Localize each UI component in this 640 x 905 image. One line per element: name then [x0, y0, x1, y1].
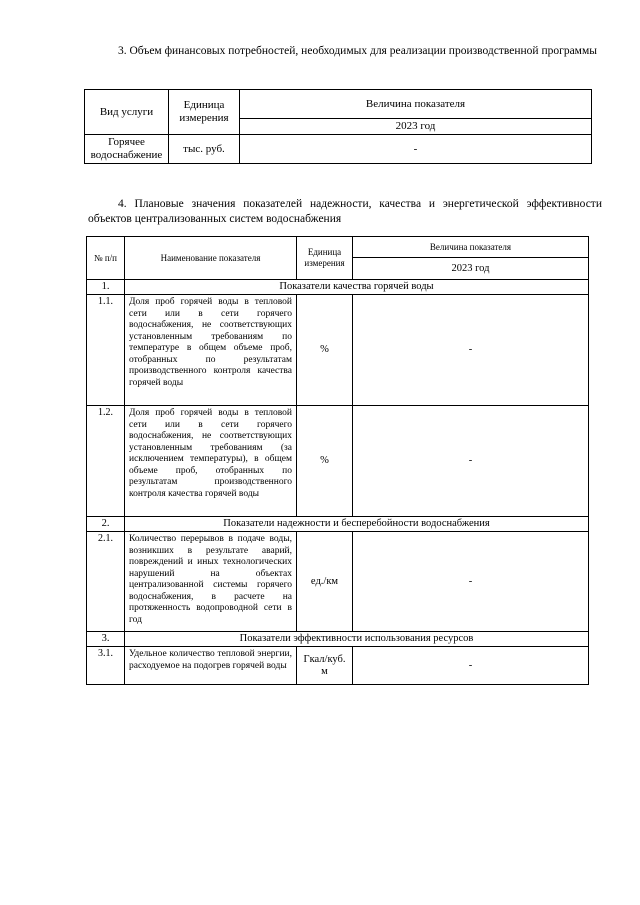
group-num: 3. — [87, 632, 125, 647]
cell-service: Горячее водоснабжение — [85, 135, 169, 164]
row-value: - — [353, 406, 589, 517]
header-unit: Единица измерения — [169, 90, 240, 135]
cell-unit: тыс. руб. — [169, 135, 240, 164]
table-row — [87, 647, 589, 685]
row-value: - — [353, 647, 589, 685]
row-name: Количество перерывов в подаче воды, возникших в результате аварий, повреждений и иных технологических нарушений на объектах централизованной системы горячего водоснабжения, в расчете на протяженность водопроводной сети в год — [125, 532, 297, 632]
row-num: 1.2. — [87, 406, 125, 517]
group-num: 1. — [87, 280, 125, 295]
table-row — [87, 295, 589, 406]
row-unit: % — [297, 295, 353, 406]
header-year: 2023 год — [353, 258, 589, 280]
group-title: Показатели эффективности использования ресурсов — [125, 632, 589, 647]
row-name: Доля проб горячей воды в тепловой сети или в сети горячего водоснабжения, не соответствующих установленным требованиям по температуре в общем объеме проб, отобранных по результатам производственного контроля качества горячей воды — [125, 295, 297, 406]
header-service: Вид услуги — [85, 90, 169, 135]
financial-needs-table — [84, 89, 592, 164]
group-title: Показатели качества горячей воды — [125, 280, 589, 295]
row-num: 3.1. — [87, 647, 125, 685]
section-3-heading: 3. Объем финансовых потребностей, необходимых для реализации производственной программы — [118, 45, 597, 57]
row-value: - — [353, 532, 589, 632]
indicators-table — [86, 236, 589, 685]
section-4-heading: 4. Плановые значения показателей надежности, качества и энергетической эффективности объектов централизованных систем водоснабжения — [88, 198, 602, 225]
header-num: № п/п — [87, 237, 125, 280]
row-name: Удельное количество тепловой энергии, расходуемое на подогрев горячей воды — [125, 647, 297, 685]
row-num: 2.1. — [87, 532, 125, 632]
row-unit: % — [297, 406, 353, 517]
row-num: 1.1. — [87, 295, 125, 406]
table-row — [87, 532, 589, 632]
table-row — [87, 406, 589, 517]
header-unit: Единица измерения — [297, 237, 353, 280]
row-unit: ед./км — [297, 532, 353, 632]
group-row — [87, 517, 589, 532]
group-num: 2. — [87, 517, 125, 532]
header-name: Наименование показателя — [125, 237, 297, 280]
header-value: Величина показателя — [353, 237, 589, 258]
row-value: - — [353, 295, 589, 406]
group-title: Показатели надежности и бесперебойности водоснабжения — [125, 517, 589, 532]
group-row — [87, 632, 589, 647]
row-name: Доля проб горячей воды в тепловой сети или в сети горячего водоснабжения, не соответствующих установленным требованиям (за исключением температуры), в общем объеме проб, отобранных по результатам производственного контроля качества горячей воды — [125, 406, 297, 517]
header-year: 2023 год — [240, 119, 592, 135]
header-value: Величина показателя — [240, 90, 592, 119]
row-unit: Гкал/куб. м — [297, 647, 353, 685]
cell-value: - — [240, 135, 592, 164]
group-row — [87, 280, 589, 295]
